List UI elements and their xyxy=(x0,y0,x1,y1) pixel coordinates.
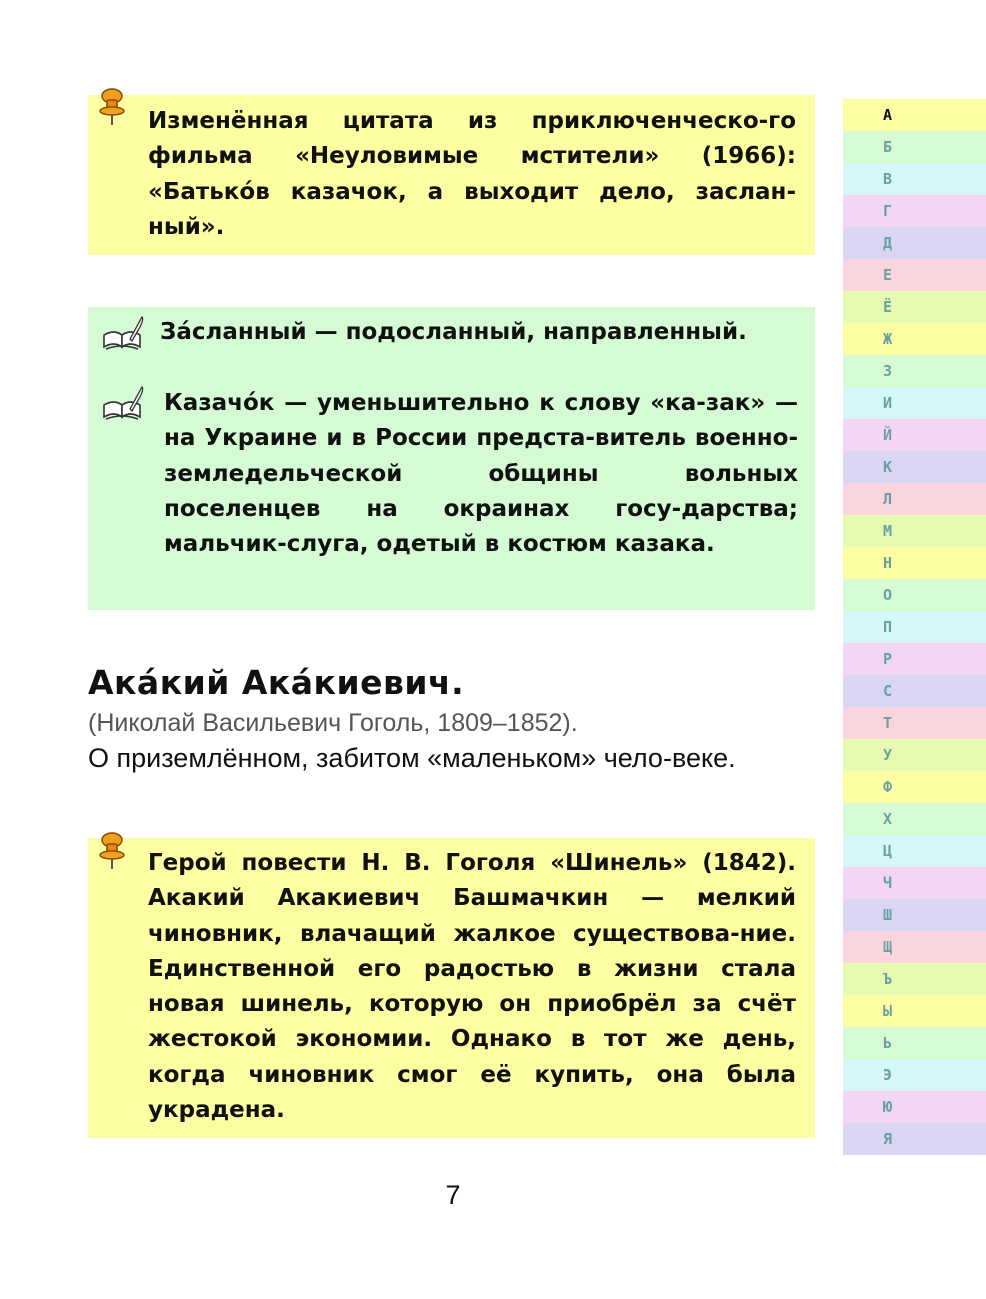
book-quill-icon xyxy=(100,313,146,353)
alphabet-letter[interactable]: Й xyxy=(843,419,986,451)
alphabet-letter[interactable]: Х xyxy=(843,803,986,835)
alphabet-index xyxy=(843,99,986,1155)
alphabet-letter[interactable]: Щ xyxy=(843,931,986,963)
alphabet-letter[interactable]: К xyxy=(843,451,986,483)
alphabet-letter[interactable]: Л xyxy=(843,483,986,515)
alphabet-letter[interactable]: У xyxy=(843,739,986,771)
glossary-term: За́сланный xyxy=(160,319,307,345)
alphabet-letter[interactable]: З xyxy=(843,355,986,387)
alphabet-letter[interactable]: Т xyxy=(843,707,986,739)
alphabet-letter[interactable]: Ё xyxy=(843,291,986,323)
alphabet-letter[interactable]: Ъ xyxy=(843,963,986,995)
alphabet-letter[interactable]: Ц xyxy=(843,835,986,867)
alphabet-letter[interactable]: Ж xyxy=(843,323,986,355)
alphabet-letter[interactable]: Е xyxy=(843,259,986,291)
alphabet-letter[interactable]: Я xyxy=(843,1123,986,1155)
glossary-entry-2 xyxy=(164,386,798,562)
entry-description: О приземлённом, забитом «маленьком» чело-веке. xyxy=(88,743,736,773)
alphabet-letter[interactable]: Ь xyxy=(843,1027,986,1059)
alphabet-letter[interactable]: М xyxy=(843,515,986,547)
entry-title: Ака́кий Ака́киевич. xyxy=(88,663,465,702)
alphabet-letter[interactable]: Н xyxy=(843,547,986,579)
alphabet-letter[interactable]: В xyxy=(843,163,986,195)
pushpin-icon xyxy=(94,86,130,126)
alphabet-letter[interactable]: Ч xyxy=(843,867,986,899)
alphabet-letter[interactable]: И xyxy=(843,387,986,419)
alphabet-letter[interactable]: Ш xyxy=(843,899,986,931)
alphabet-letter[interactable]: Д xyxy=(843,227,986,259)
note-2-text: Герой повести Н. В. Гоголя «Шинель» (1842). Акакий Акакиевич Башмачкин — мелкий чиновник, влачащий жалкое существова-ние. Единственной его радостью в жизни стала новая шинель, которую он приобрёл за счёт жестокой экономии. Однако в тот же день, когда чиновник смог её купить, она была украдена. xyxy=(148,850,796,1124)
alphabet-letter[interactable]: А xyxy=(843,99,986,131)
book-quill-icon xyxy=(100,383,146,423)
page-number: 7 xyxy=(445,1180,461,1210)
pushpin-icon xyxy=(94,830,130,870)
alphabet-letter[interactable]: Б xyxy=(843,131,986,163)
alphabet-letter[interactable]: С xyxy=(843,675,986,707)
entry-author: (Николай Васильевич Гоголь, 1809–1852). xyxy=(88,709,578,737)
alphabet-letter[interactable]: Ю xyxy=(843,1091,986,1123)
glossary-entry-1 xyxy=(160,315,800,350)
alphabet-letter[interactable]: Г xyxy=(843,195,986,227)
alphabet-letter[interactable]: Ы xyxy=(843,995,986,1027)
alphabet-letter[interactable]: Ф xyxy=(843,771,986,803)
glossary-term: Казачо́к xyxy=(164,390,275,416)
note-1-text: Изменённая цитата из приключенческо-го фильма «Неуловимые мстители» (1966): «Батько́в казачок, а выходит дело, заслан-ный». xyxy=(148,108,796,240)
alphabet-letter[interactable]: П xyxy=(843,611,986,643)
alphabet-letter[interactable]: О xyxy=(843,579,986,611)
alphabet-letter[interactable]: Э xyxy=(843,1059,986,1091)
glossary-definition: — подосланный, направленный. xyxy=(306,319,747,345)
alphabet-letter[interactable]: Р xyxy=(843,643,986,675)
glossary-definition: — уменьшительно к слову «ка-зак» — на Украине и в России предста-витель военно-земледельческой общины вольных поселенцев на окраинах госу-дарства; мальчик-слуга, одетый в костюм казака. xyxy=(164,390,798,558)
